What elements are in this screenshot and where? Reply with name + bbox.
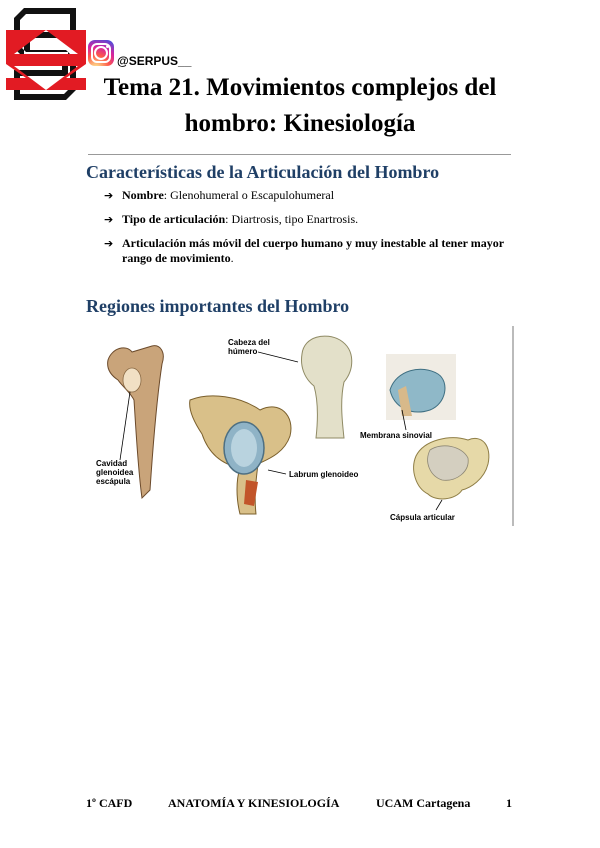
list-item xyxy=(104,236,514,266)
title-divider xyxy=(88,154,511,155)
label-glenoid-cavity xyxy=(96,459,133,486)
bullet-term: Articulación más móvil del cuerpo humano y muy inestable al tener mayor rango de movimiento xyxy=(122,236,504,265)
figure-border xyxy=(512,326,514,526)
title-line-1: Tema 21. Movimientos complejos del xyxy=(103,74,497,101)
label-line: Cavidad xyxy=(96,459,128,468)
list-item xyxy=(104,212,514,227)
section-heading-regions: Regiones importantes del Hombro xyxy=(86,296,350,316)
synovial-membrane-illustration xyxy=(386,354,456,430)
arrow-bullet-icon: ➔ xyxy=(104,213,114,226)
label-joint-capsule: Cápsula articular xyxy=(390,513,455,522)
footer-subject: ANATOMÍA Y KINESIOLOGÍA xyxy=(168,796,340,810)
shoulder-anatomy-figure xyxy=(90,330,510,530)
bullet-term: Nombre xyxy=(122,188,164,202)
labrum-illustration xyxy=(190,396,291,514)
bullet-text: . xyxy=(230,251,234,265)
footer-university: UCAM Cartagena xyxy=(376,796,471,810)
section-heading-characteristics: Características de la Articulación del Hombro xyxy=(86,162,440,182)
page-number: 1 xyxy=(506,796,512,810)
label-line: Cabeza del xyxy=(228,338,270,347)
serpus-logo xyxy=(6,4,86,108)
arrow-bullet-icon: ➔ xyxy=(104,189,114,202)
characteristics-list xyxy=(104,188,514,275)
bullet-term: Tipo de articulación xyxy=(122,212,226,226)
arrow-bullet-icon: ➔ xyxy=(104,237,114,250)
label-line: glenoidea xyxy=(96,468,134,477)
list-item xyxy=(104,188,514,203)
label-line: escápula xyxy=(96,477,131,486)
footer-course: 1º CAFD xyxy=(86,796,133,810)
label-humeral-head xyxy=(228,338,270,356)
bullet-text: : Diartrosis, tipo Enartrosis. xyxy=(225,212,359,226)
joint-capsule-illustration xyxy=(414,438,489,510)
label-labrum: Labrum glenoideo xyxy=(289,470,359,479)
title-line-2: hombro: Kinesiología xyxy=(184,110,416,137)
instagram-icon xyxy=(88,40,114,66)
label-synovial-membrane: Membrana sinovial xyxy=(360,431,433,440)
social-handle: @SERPUS__ xyxy=(117,54,192,68)
label-line: húmero xyxy=(228,347,258,356)
page-title xyxy=(80,70,520,142)
bullet-text: : Glenohumeral o Escapulohumeral xyxy=(163,188,335,202)
